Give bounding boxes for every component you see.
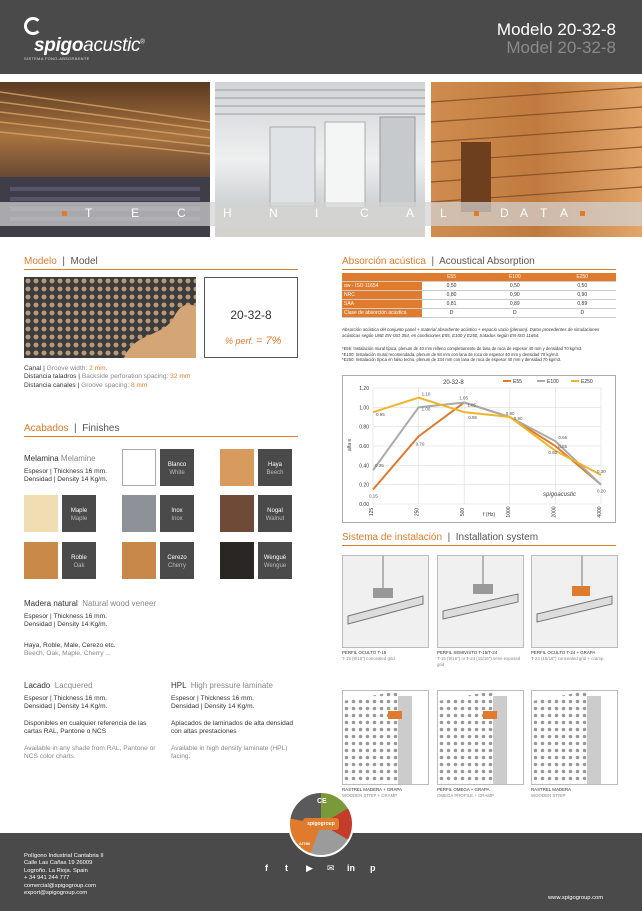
x-tick-label: 2000 bbox=[551, 506, 558, 518]
install-caption-omega-cramp: PERFIL OMEGA + GRAPA OMEGA PROFILE + CRAMP bbox=[437, 787, 494, 798]
techbar-letter: T bbox=[540, 206, 550, 220]
website-link[interactable]: www.spigogroup.com bbox=[548, 895, 604, 901]
y-axis-label: alfa s bbox=[347, 439, 353, 451]
perforation-ratio: % perf. = 7% bbox=[225, 335, 282, 347]
model-rule bbox=[24, 269, 298, 270]
install-diagram-omega-cramp bbox=[437, 690, 524, 785]
chart-brand-label: spigoacustic bbox=[543, 492, 577, 498]
swatch-cherry[interactable] bbox=[122, 542, 156, 579]
x-tick-label: 1000 bbox=[505, 506, 512, 518]
logo-mark-icon bbox=[24, 17, 42, 35]
header bbox=[0, 0, 642, 74]
brand-name: spigo bbox=[34, 35, 84, 56]
data-label: 0.95 bbox=[376, 412, 385, 418]
table-row: NRC 0,80 0,90 0,90 bbox=[342, 291, 616, 300]
brand-logo[interactable] bbox=[24, 17, 144, 57]
absorption-chart bbox=[342, 375, 616, 523]
email-link[interactable]: export@spigogroup.com bbox=[24, 890, 88, 897]
x-axis-label: f (Hz) bbox=[483, 512, 496, 518]
swatch-beech[interactable] bbox=[220, 449, 254, 486]
absorption-rule bbox=[342, 269, 616, 270]
legend-label: E250 bbox=[581, 379, 593, 385]
footer-address: Polígono Industrial Cantabria II Calle Las Cañas 19 26009 Logroño. La Rioja. Spain + 34 941 244 777 comercial@spigogroup.com export@spigogroup.com bbox=[24, 853, 104, 897]
techbar-letter: A bbox=[520, 206, 531, 220]
install-caption-wooden-strip: RASTREL MADERA WOODEN STRIP bbox=[531, 787, 572, 798]
techbar-letter: E bbox=[131, 206, 142, 220]
brand-subtitle: SISTEMA FONO-ABSORBENTE bbox=[24, 56, 90, 61]
data-label: 1.05 bbox=[459, 395, 468, 401]
installation-rule bbox=[342, 545, 616, 546]
twitter-icon[interactable]: t bbox=[285, 863, 288, 873]
data-label: 0.65 bbox=[558, 435, 568, 441]
linkedin-icon[interactable]: in bbox=[347, 863, 355, 873]
data-label: 0.55 bbox=[558, 443, 568, 449]
y-tick-label: 1.20 bbox=[359, 386, 369, 392]
chart-title: 20-32-8 bbox=[443, 380, 464, 386]
x-tick-label: 250 bbox=[414, 507, 421, 517]
techbar-square-icon bbox=[62, 211, 67, 216]
data-label: 0.30 bbox=[597, 469, 606, 474]
data-label: 0.60 bbox=[548, 450, 558, 455]
swatch-inox[interactable] bbox=[122, 495, 156, 532]
table-corner bbox=[342, 273, 422, 282]
lacquered-specs: Espesor | Thickness 16 mm. Densidad | Density 14 Kg/m. bbox=[24, 695, 108, 711]
install-diagram-t15 bbox=[342, 555, 429, 648]
veneer-list: Haya, Roble, Male, Cerezo etc. Beech, Oak, Maple, Cherry ... bbox=[24, 642, 116, 658]
badge-label: spigogroup bbox=[303, 818, 339, 830]
finishes-section-title: Acabados | Finishes bbox=[24, 423, 120, 434]
install-diagram-wooden-strip-cramp bbox=[342, 690, 429, 785]
techbar-letter: D bbox=[500, 206, 511, 220]
panel-pattern bbox=[24, 277, 196, 358]
model-title-en: Model 20-32-8 bbox=[506, 38, 616, 57]
techbar-letter: C bbox=[177, 206, 188, 220]
facebook-icon[interactable]: f bbox=[265, 863, 268, 873]
col-header: E100 bbox=[481, 273, 548, 282]
brand-name-rest: acustic bbox=[83, 35, 141, 56]
lacquered-desc-es: Disponibles en cualquier referencia de las cartas RAL, Pantone o NCS bbox=[24, 720, 147, 736]
hpl-desc-en: Available in high density laminate (HPL) facing. bbox=[171, 745, 288, 761]
melamine-specs: Espesor | Thickness 16 mm. Densidad | Density 14 Kg/m. bbox=[24, 468, 108, 484]
col-header: E55 bbox=[422, 273, 481, 282]
hpl-title: HPL High pressure laminate bbox=[171, 681, 273, 690]
swatch-walnut[interactable] bbox=[220, 495, 254, 532]
install-caption-t15: PERFIL OCULTO T-15 T-15 (9/16") concealed grid bbox=[342, 650, 395, 661]
techbar-letter: L bbox=[440, 206, 449, 220]
absorption-note: Absorción acústica del conjunto panel + material absorbente acústico + espacio vacío (plenum). Datos procedentes de simulaciones acústicas según UNE EN-ISO 354, en condiciones E55, E100 y E250, tratados según EN-ISO 11654. bbox=[342, 327, 600, 338]
data-label: 1.00 bbox=[421, 406, 431, 412]
swatch-label-oak: Roble Oak bbox=[62, 542, 96, 579]
y-tick-label: 0.40 bbox=[359, 463, 369, 470]
model-title-es: Modelo 20-32-8 bbox=[496, 20, 616, 39]
email-link[interactable]: comercial@spigogroup.com bbox=[24, 882, 96, 889]
swatch-label-beech: Haya Beech bbox=[258, 449, 292, 486]
col-header: E250 bbox=[549, 273, 616, 282]
x-tick-label: 4000 bbox=[597, 506, 603, 518]
hpl-desc-es: Aplacados de laminados de alta densidad con altas prestaciones bbox=[171, 720, 294, 736]
install-caption-t24: PERFIL OCULTO T-24 + GRAPA T-24 (15/16") concealed grid + cramp bbox=[531, 650, 604, 661]
technical-data-bar bbox=[0, 202, 642, 226]
techbar-letter: A bbox=[560, 206, 571, 220]
y-tick-label: 0.80 bbox=[359, 424, 369, 431]
lacquered-desc-en: Available in any shade from RAL, Pantone or NCS color charts. bbox=[24, 745, 156, 761]
lacquered-title: Lacado Lacquered bbox=[24, 681, 93, 690]
hpl-specs: Espesor | Thickness 16 mm. Densidad | Density 14 Kg/m. bbox=[171, 695, 255, 711]
techbar-letter: N bbox=[269, 206, 280, 220]
y-tick-label: 1.00 bbox=[359, 405, 369, 412]
absorption-conditions: *E55: Instalación mural típica, plenum de 40 mm relleno completamente de lana de roca de espesor 40 mm y densidad 70 kg/m3. *E100: Instalación mural recomendada, plenum de 84 mm con lana de roca de espesor 40 mm y densidad 70 kg/m3. *E250: Instalación típica en falso techo, plenum de 234 mm con lana de roca de espesor 40 mm y densidad 70 kg/m3. bbox=[342, 346, 583, 363]
install-caption-t15-t24: PERFIL SEMIVISTO T-15/T-24 T-15 (9/16") or T-24 (15/16") semi-exposed grid bbox=[437, 650, 521, 667]
swatch-label-maple: Maple Maple bbox=[62, 495, 96, 532]
techbar-letter: A bbox=[406, 206, 417, 220]
legend-label: E100 bbox=[547, 379, 559, 385]
table-row: αw - ISO 11654 0,50 0,50 0,50 bbox=[342, 282, 616, 291]
techbar-letter: T bbox=[85, 206, 95, 220]
install-diagram-t15-t24 bbox=[437, 555, 524, 648]
swatch-white[interactable] bbox=[122, 449, 156, 486]
install-caption-wooden-strip-cramp: RASTREL MADERA + GRAPA WOODEN STRIP + CRAMP bbox=[342, 787, 402, 798]
table-row: Clase de absorción acústica D D D bbox=[342, 309, 616, 318]
swatch-wengue[interactable] bbox=[220, 542, 254, 579]
y-tick-label: 0.60 bbox=[359, 444, 369, 450]
install-diagram-wooden-strip bbox=[531, 690, 618, 785]
absorption-section-title: Absorción acústica | Acoustical Absorption bbox=[342, 256, 535, 267]
certification-badge bbox=[288, 791, 354, 857]
table-row: SAA 0,81 0,89 0,89 bbox=[342, 300, 616, 309]
techbar-square-icon bbox=[580, 211, 585, 216]
data-label: 0.20 bbox=[597, 488, 606, 494]
absorption-table bbox=[342, 273, 616, 318]
techbar-letter: C bbox=[360, 206, 371, 220]
installation-section-title: Sistema de instalación | Installation system bbox=[342, 532, 539, 543]
model-code-box bbox=[204, 277, 298, 358]
melamine-title: Melamina Melamine bbox=[24, 454, 96, 463]
swatch-label-white: Blanco White bbox=[160, 449, 194, 486]
finishes-rule bbox=[24, 436, 298, 437]
data-label: 1.05 bbox=[467, 402, 476, 408]
swatch-label-inox: Inox Inox bbox=[160, 495, 194, 532]
veneer-title: Madera natural Natural wood veneer bbox=[24, 599, 157, 608]
y-tick-label: 0.00 bbox=[359, 502, 369, 508]
model-section-title: Modelo | Model bbox=[24, 256, 98, 267]
data-label: 0.35 bbox=[375, 463, 384, 469]
y-tick-label: 0.20 bbox=[359, 482, 369, 489]
ce-mark-icon: CE bbox=[317, 798, 327, 805]
install-diagram-t24 bbox=[531, 555, 618, 648]
data-label: 0.90 bbox=[505, 411, 515, 416]
swatch-oak[interactable] bbox=[24, 542, 58, 579]
perforated-panel-image bbox=[24, 277, 196, 358]
x-tick-label: 125 bbox=[369, 507, 375, 517]
data-label: 0.70 bbox=[415, 441, 425, 447]
swatch-label-walnut: Nogal Walnut bbox=[258, 495, 292, 532]
data-label: 1.10 bbox=[421, 391, 431, 397]
mail-icon[interactable]: ✉ bbox=[327, 863, 335, 873]
swatch-label-wengue: Wengué Wengue bbox=[258, 542, 292, 579]
pinterest-icon[interactable]: p bbox=[370, 863, 376, 873]
youtube-icon[interactable]: ▶ bbox=[306, 863, 313, 873]
absorption-chart-svg bbox=[343, 376, 615, 522]
swatch-label-cherry: Cerezo Cherry bbox=[160, 542, 194, 579]
swatch-maple[interactable] bbox=[24, 495, 58, 532]
model-specs: Canal | Groove width: 2 mm. Distancia taladros | Backside perforation spacing: 32 mm Distancia canales | Groove spacing: 8 mm bbox=[24, 365, 191, 389]
aitim-mark-icon: AITIM bbox=[299, 841, 310, 846]
veneer-specs: Espesor | Thickness 16 mm. Densidad | Density 14 Kg/m. bbox=[24, 613, 108, 629]
data-label: 0.15 bbox=[369, 493, 378, 499]
data-label: 0.90 bbox=[513, 416, 523, 421]
legend-label: E55 bbox=[513, 379, 522, 385]
model-code: 20-32-8 bbox=[230, 308, 272, 322]
techbar-letter: I bbox=[315, 206, 321, 220]
data-label: 0.95 bbox=[468, 415, 477, 421]
techbar-letter: H bbox=[223, 206, 234, 220]
techbar-square-icon bbox=[474, 211, 479, 216]
x-tick-label: 500 bbox=[460, 507, 467, 517]
registered-mark: ® bbox=[140, 39, 145, 46]
